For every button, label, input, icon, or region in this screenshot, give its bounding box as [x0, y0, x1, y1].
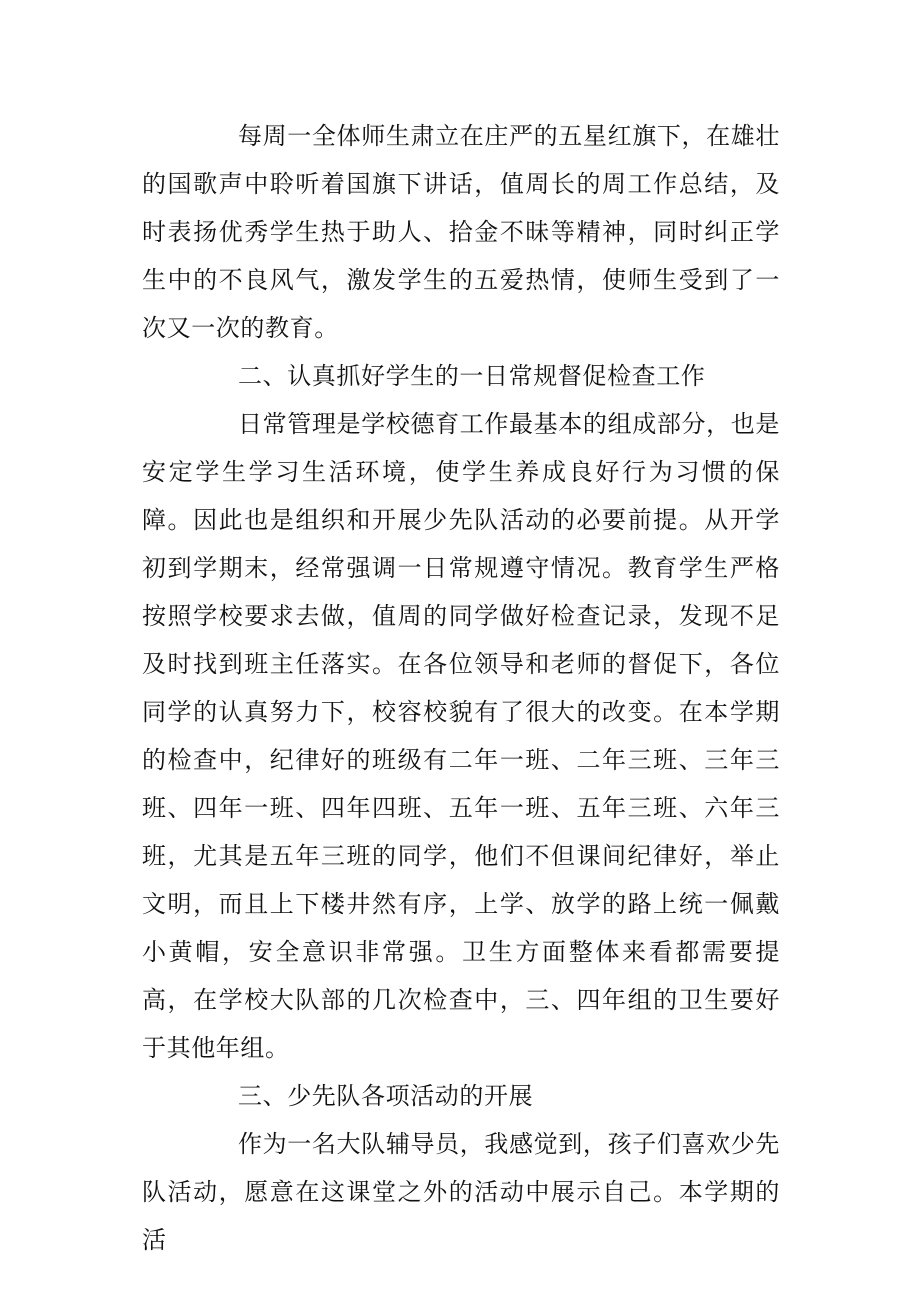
section-heading-pioneer-activities: 三、少先队各项活动的开展: [238, 1082, 534, 1110]
paragraph-flag-ceremony: 每周一全体师生肃立在庄严的五星红旗下，在雄壮的国歌声中聆听着国旗下讲话，值周长的周工作总结，及时表扬优秀学生热于助人、拾金不昧等精神，同时纠正学生中的不良风气，激发学生的五爱热情，使师生受到了一次又一次的教育。: [142, 122, 780, 342]
paragraph-counselor: 作为一名大队辅导员，我感觉到，孩子们喜欢少先队活动，愿意在这课堂之外的活动中展示自己。本学期的活: [142, 1130, 780, 1254]
document-page: [142, 112, 780, 1264]
paragraph-daily-management: 日常管理是学校德育工作最基本的组成部分，也是安定学生学习生活环境，使学生养成良好行为习惯的保障。因此也是组织和开展少先队活动的必要前提。从开学初到学期末，经常强调一日常规遵守情况。教育学生严格按照学校要求去做，值周的同学做好检查记录，发现不足及时找到班主任落实。在各位领导和老师的督促下，各位同学的认真努力下，校容校貌有了很大的改变。在本学期的检查中，纪律好的班级有二年一班、二年三班、三年三班、四年一班、四年四班、五年一班、五年三班、六年三班，尤其是五年三班的同学，他们不但课间纪律好，举止文明，而且上下楼井然有序，上学、放学的路上统一佩戴小黄帽，安全意识非常强。卫生方面整体来看都需要提高，在学校大队部的几次检查中，三、四年组的卫生要好于其他年组。: [142, 410, 780, 1062]
section-heading-daily-routine: 二、认真抓好学生的一日常规督促检查工作: [238, 362, 706, 390]
